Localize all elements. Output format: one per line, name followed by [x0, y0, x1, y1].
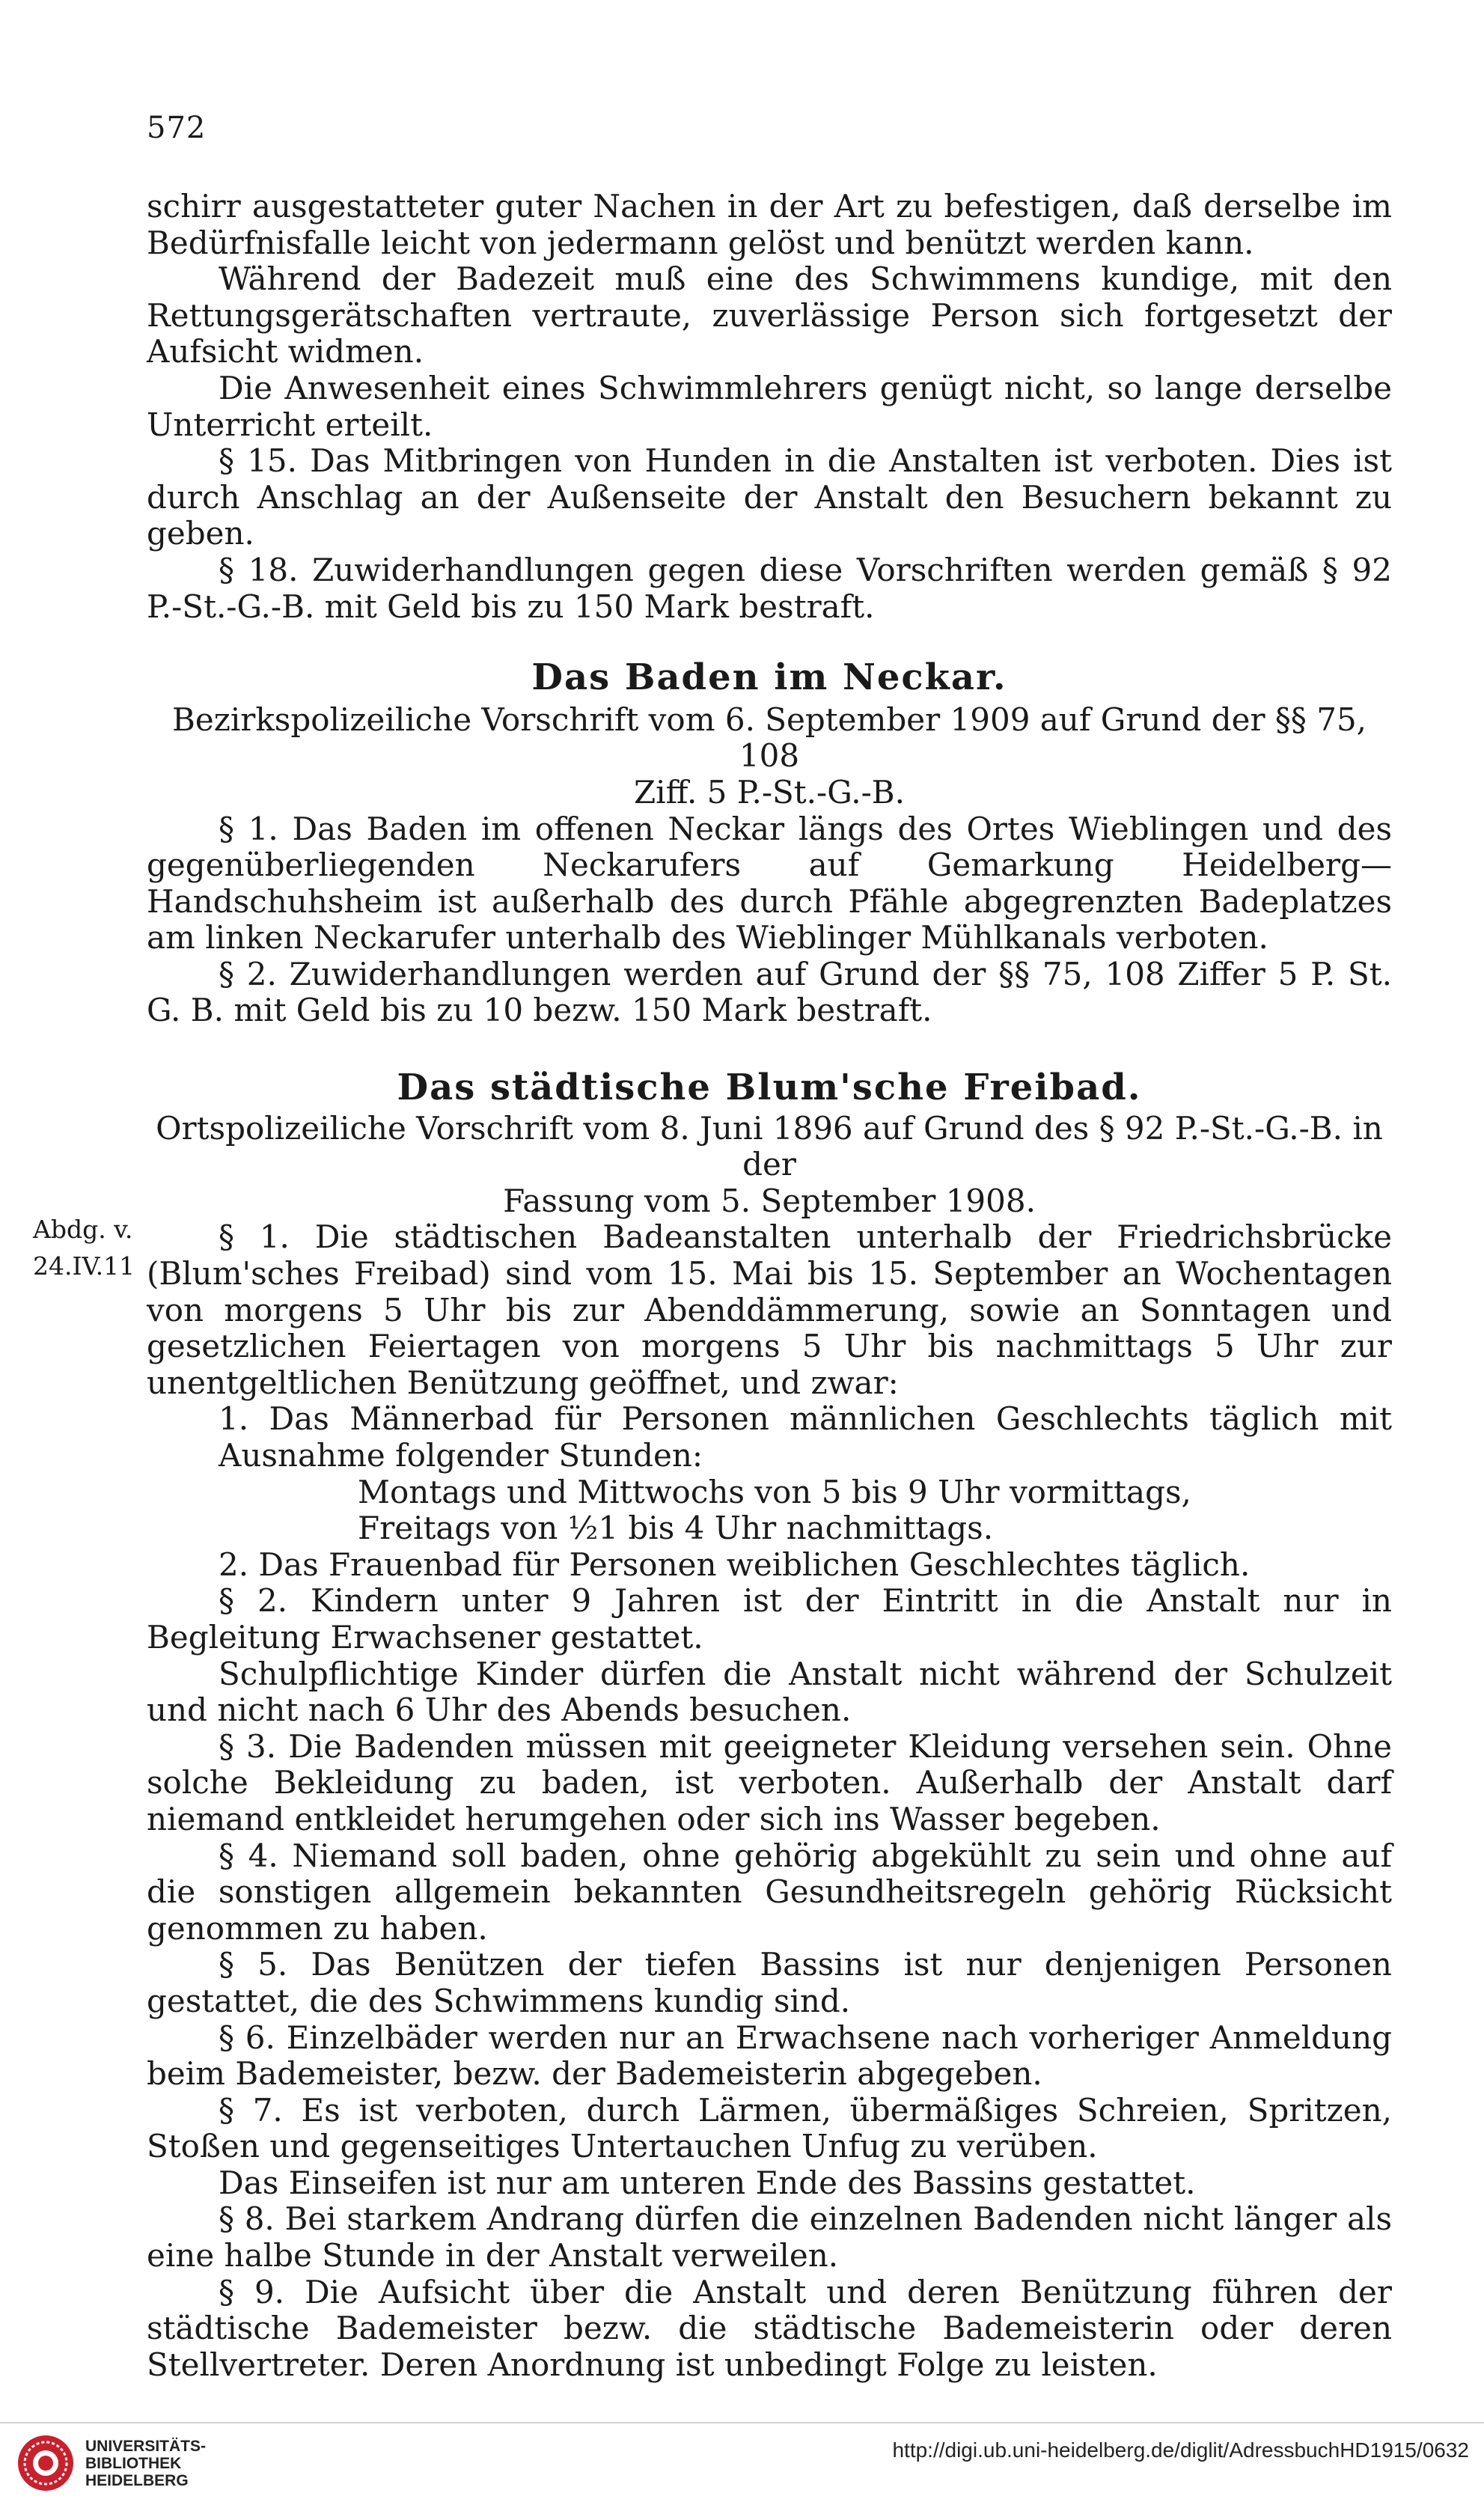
neckar-s2: § 2. Zuwiderhandlungen werden auf Grund der §§ 75, 108 Ziffer 5 P. St. G. B. mit Geld bis zu 10 bezw. 150 Mark bestraft.: [147, 955, 1392, 1029]
footer-divider: [0, 2422, 1484, 2423]
freibad-s7: § 7. Es ist verboten, durch Lärmen, übermäßiges Schreien, Spritzen, Stoßen und gegenseitiges Untertauchen Unfug zu verüben.: [147, 2091, 1392, 2165]
paragraph-schwimmlehrer: Die Anwesenheit eines Schwimmlehrers genügt nicht, so lange derselbe Unterricht erteilt.: [147, 369, 1392, 443]
neckar-s1: § 1. Das Baden im offenen Neckar längs des Ortes Wieblingen und des gegenüberliegenden Neckarufers auf Gemarkung Heidelberg—Handschuhsheim ist außerhalb des durch Pfähle abgegrenzten Badeplatzes am linken Neckarufer unterhalb des Wieblinger Mühlkanals verboten.: [147, 810, 1392, 957]
freibad-s4: § 4. Niemand soll baden, ohne gehörig abgekühlt zu sein und ohne auf die sonstigen allgemein bekannten Gesundheitsregeln gehörig Rücksicht genommen zu haben.: [147, 1837, 1392, 1947]
freibad-s6: § 6. Einzelbäder werden nur an Erwachsene nach vorheriger Anmeldung beim Bademeister, bezw. der Bademeisterin abgegeben.: [147, 2019, 1392, 2093]
neckar-regulation: Bezirkspolizeiliche Vorschrift vom 6. September 1909 auf Grund der §§ 75, 108: [171, 701, 1367, 775]
freibad-s2b: Schulpflichtige Kinder dürfen die Anstalt nicht während der Schulzeit und nicht nach 6 Uhr des Abends besuchen.: [147, 1655, 1392, 1729]
neckar-regulation-cont: Ziff. 5 P.-St.-G.-B.: [633, 773, 906, 811]
heading-freibad: Das städtische Blum'sche Freibad.: [397, 1067, 1142, 1109]
freibad-regulation: Ortspolizeiliche Vorschrift vom 8. Juni 1896 auf Grund des § 92 P.-St.-G.-B. in der: [156, 1109, 1383, 1183]
body-text: [147, 189, 1392, 2383]
freibad-regulation-cont: Fassung vom 5. September 1908.: [503, 1182, 1036, 1219]
logo-line-1: UNIVERSITÄTS-: [85, 2437, 207, 2455]
freibad-item1-a: Montags und Mittwochs von 5 bis 9 Uhr vormittags,: [358, 1473, 1191, 1510]
paragraph-s15: § 15. Das Mitbringen von Hunden in die Anstalten ist verboten. Dies ist durch Anschlag an der Außenseite der Anstalt den Besuchern bekannt zu geben.: [147, 442, 1392, 552]
freibad-s5: § 5. Das Benützen der tiefen Bassins ist nur denjenigen Personen gestattet, die des Schwimmens kundig sind.: [147, 1946, 1392, 2019]
paragraph-continuation: schirr ausgestatteter guter Nachen in der Art zu befestigen, daß derselbe im Bedürfnisfalle leicht von jedermann gelöst und benützt werden kann.: [147, 188, 1392, 261]
page-number: 572: [147, 111, 207, 145]
logo-line-3: HEIDELBERG: [85, 2471, 189, 2489]
freibad-item2: 2. Das Frauenbad für Personen weiblichen Geschlechtes täglich.: [219, 1546, 1251, 1583]
paragraph-badezeit: Während der Badezeit muß eine des Schwimmens kundige, mit den Rettungsgerätschaften vertraute, zuverlässige Person sich fortgesetzt der Aufsicht widmen.: [147, 260, 1392, 370]
margin-note-date: 24.IV.11: [33, 1251, 135, 1281]
logo-line-2: BIBLIOTHEK: [85, 2454, 182, 2472]
freibad-item1: 1. Das Männerbad für Personen männlichen Geschlechts täglich mit Ausnahme folgender Stunden:: [219, 1400, 1392, 1474]
freibad-item1-b: Freitags von ½1 bis 4 Uhr nachmittags.: [358, 1510, 994, 1547]
library-logo[interactable]: [16, 2434, 206, 2492]
freibad-s9: § 9. Die Aufsicht über die Anstalt und deren Benützung führen der städtische Bademeister bezw. die städtische Bademeisterin oder deren Stellvertreter. Deren Anordnung ist unbedingt Folge zu leisten.: [147, 2273, 1392, 2383]
heading-neckar: Das Baden im Neckar.: [531, 656, 1007, 699]
freibad-s3: § 3. Die Badenden müssen mit geeigneter Kleidung versehen sein. Ohne solche Bekleidung zu baden, ist verboten. Außerhalb der Anstalt darf niemand entkleidet herumgehen oder sich ins Wasser begeben.: [147, 1727, 1392, 1837]
freibad-s1: § 1. Die städtischen Badeanstalten unterhalb der Friedrichsbrücke (Blum'sches Freibad) sind vom 15. Mai bis 15. September an Wochentagen von morgens 5 Uhr bis zur Abenddämmerung, sowie an Sonntagen und gesetzlichen Feiertagen von morgens 5 Uhr bis nachmittags 5 Uhr zur unentgeltlichen Benützung geöffnet, und zwar:: [147, 1218, 1392, 1401]
university-seal-icon: [16, 2434, 75, 2492]
logo-text: [85, 2438, 206, 2489]
freibad-s7b: Das Einseifen ist nur am unteren Ende des Bassins gestattet.: [219, 2164, 1196, 2201]
freibad-s2: § 2. Kindern unter 9 Jahren ist der Eintritt in die Anstalt nur in Begleitung Erwachsener gestattet.: [147, 1582, 1392, 1656]
freibad-s8: § 8. Bei starkem Andrang dürfen die einzelnen Badenden nicht länger als eine halbe Stunde in der Anstalt verweilen.: [147, 2200, 1392, 2275]
margin-note-abdg: Abdg. v.: [33, 1215, 133, 1244]
source-url-link[interactable]: http://digi.ub.uni-heidelberg.de/diglit/AdressbuchHD1915/0632: [892, 2438, 1469, 2462]
paragraph-s18: § 18. Zuwiderhandlungen gegen diese Vorschriften werden gemäß § 92 P.-St.-G.-B. mit Geld bis zu 150 Mark bestraft.: [147, 551, 1392, 625]
